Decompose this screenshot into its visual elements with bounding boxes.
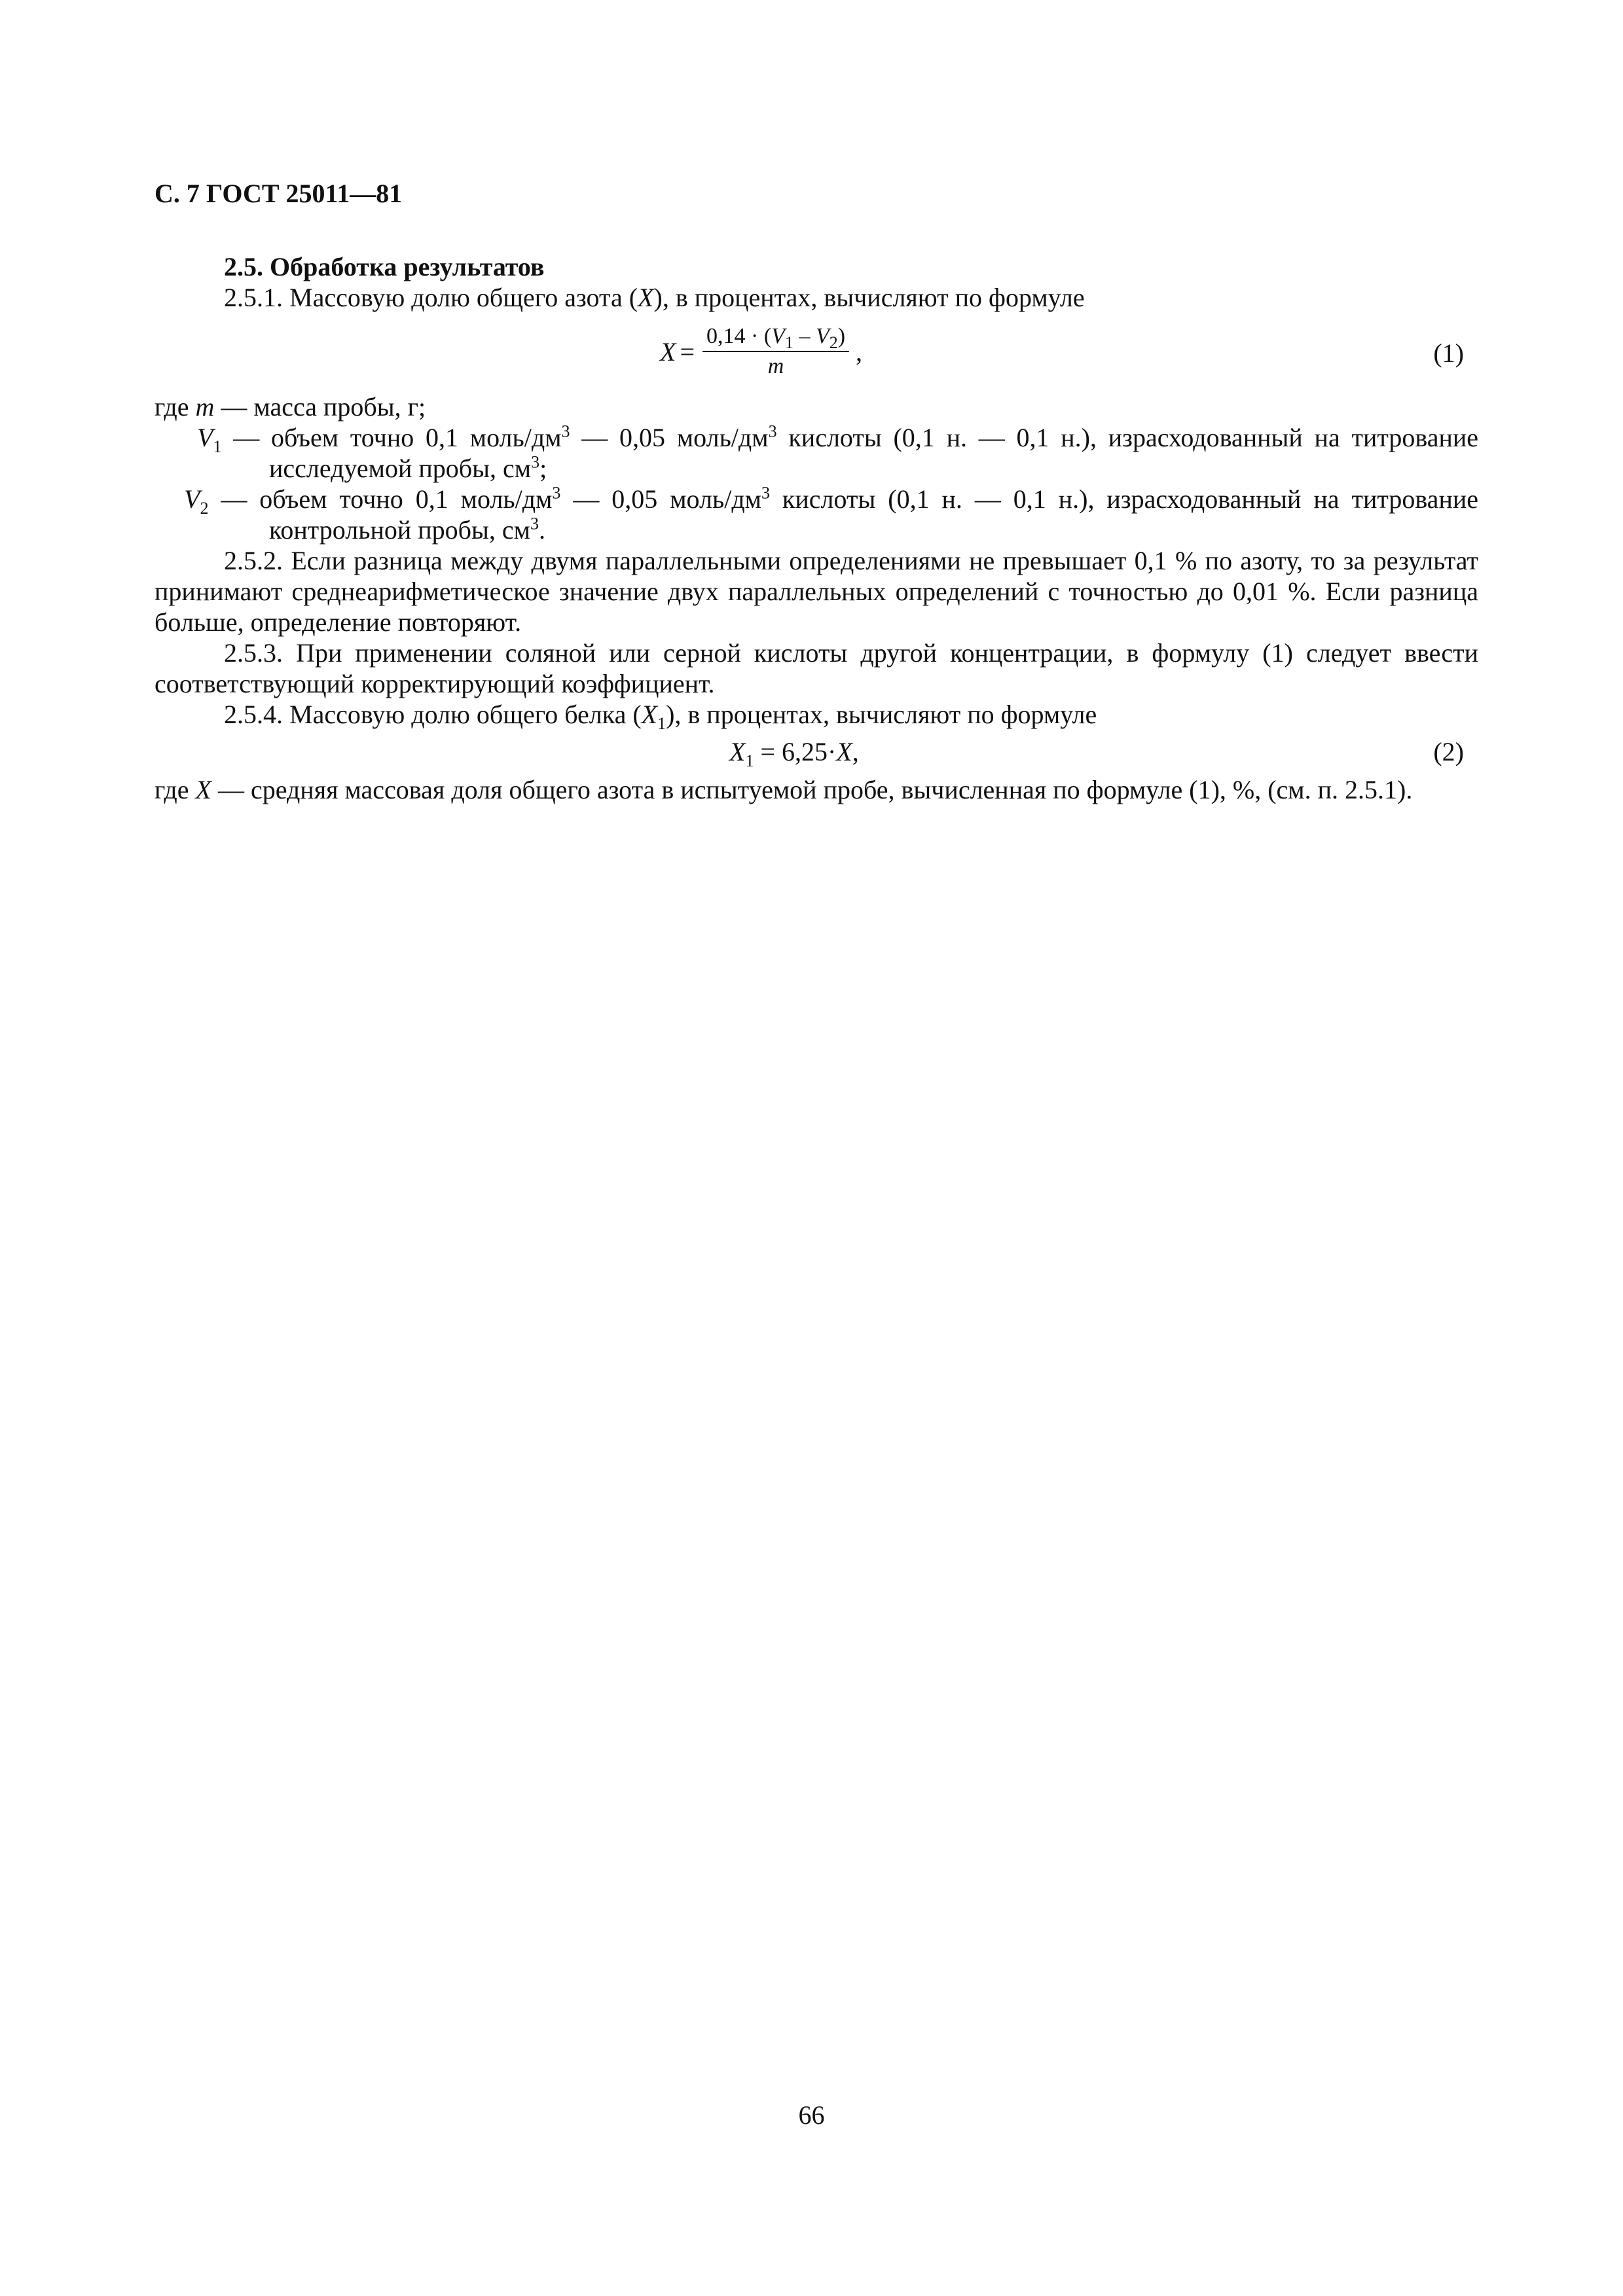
paragraph-2-5-4: 2.5.4. Массовую долю общего белка $(X_1)$, в процентах, вычисляют по формуле bbox=[224, 700, 1097, 733]
formula-2-number: (2) bbox=[1433, 737, 1464, 766]
document-body bbox=[155, 251, 1478, 805]
formula-1-denominator: m bbox=[767, 354, 784, 378]
where-m: где m — масса пробы, г; bbox=[155, 392, 426, 422]
formula-2: $X_1 = 6,25\cdot X$, (2) bbox=[729, 737, 1464, 770]
where-v1: $V_1$ — объем точно 0,1 моль/$дм^3$ — 0,05 моль/$дм^3$ кислоты (0,1 н. — 0,1 н.), израсходованный на титрование исследуемой пробы, $см^3$; bbox=[197, 422, 1479, 483]
section-title-2-5: 2.5. Обработка результатов bbox=[224, 252, 545, 281]
formula-1-fraction bbox=[702, 323, 849, 380]
where-v2: $V_2$ — объем точно 0,1 моль/$дм^3$ — 0,05 моль/$дм^3$ кислоты (0,1 н. — 0,1 н.), израсходованный на титрование контрольной пробы, $см^3$. bbox=[184, 483, 1479, 545]
paragraph-2-5-2: 2.5.2. Если разница между двумя параллельными определениями не превышает 0,1 % по азоту, то за результат принимают среднеарифметическое значение двух параллельных определений с точностью до 0,01 %. Если разница больше, определение повторяют. bbox=[155, 546, 1478, 637]
formula-1-lhs: X bbox=[660, 336, 676, 367]
formula-1-number: (1) bbox=[1433, 338, 1464, 368]
paragraph-2-5-3: 2.5.3. При применении соляной или серной кислоты другой концентрации, в формулу (1) следует ввести соответствующий корректирующий коэффициент. bbox=[155, 638, 1478, 698]
paragraph-2-5-1: 2.5.1. Массовую долю общего азота (X), в процентах, вычисляют по формуле bbox=[224, 283, 1085, 312]
where-x: где X — средняя массовая доля общего азота в испытуемой пробе, вычисленная по формуле (1), %, (см. п. 2.5.1). bbox=[155, 775, 1413, 804]
page-number: 66 bbox=[798, 2100, 825, 2130]
formula-1-numerator: $0,14 \cdot (V_1 - V_2)$ bbox=[702, 323, 849, 352]
page-header: С. 7 ГОСТ 25011—81 bbox=[155, 179, 403, 208]
where-list-1 bbox=[155, 391, 1478, 545]
formula-1: X = $\frac{0,14 \cdot (V_1 - V_2)}{m}$ , (1) bbox=[660, 324, 1464, 378]
